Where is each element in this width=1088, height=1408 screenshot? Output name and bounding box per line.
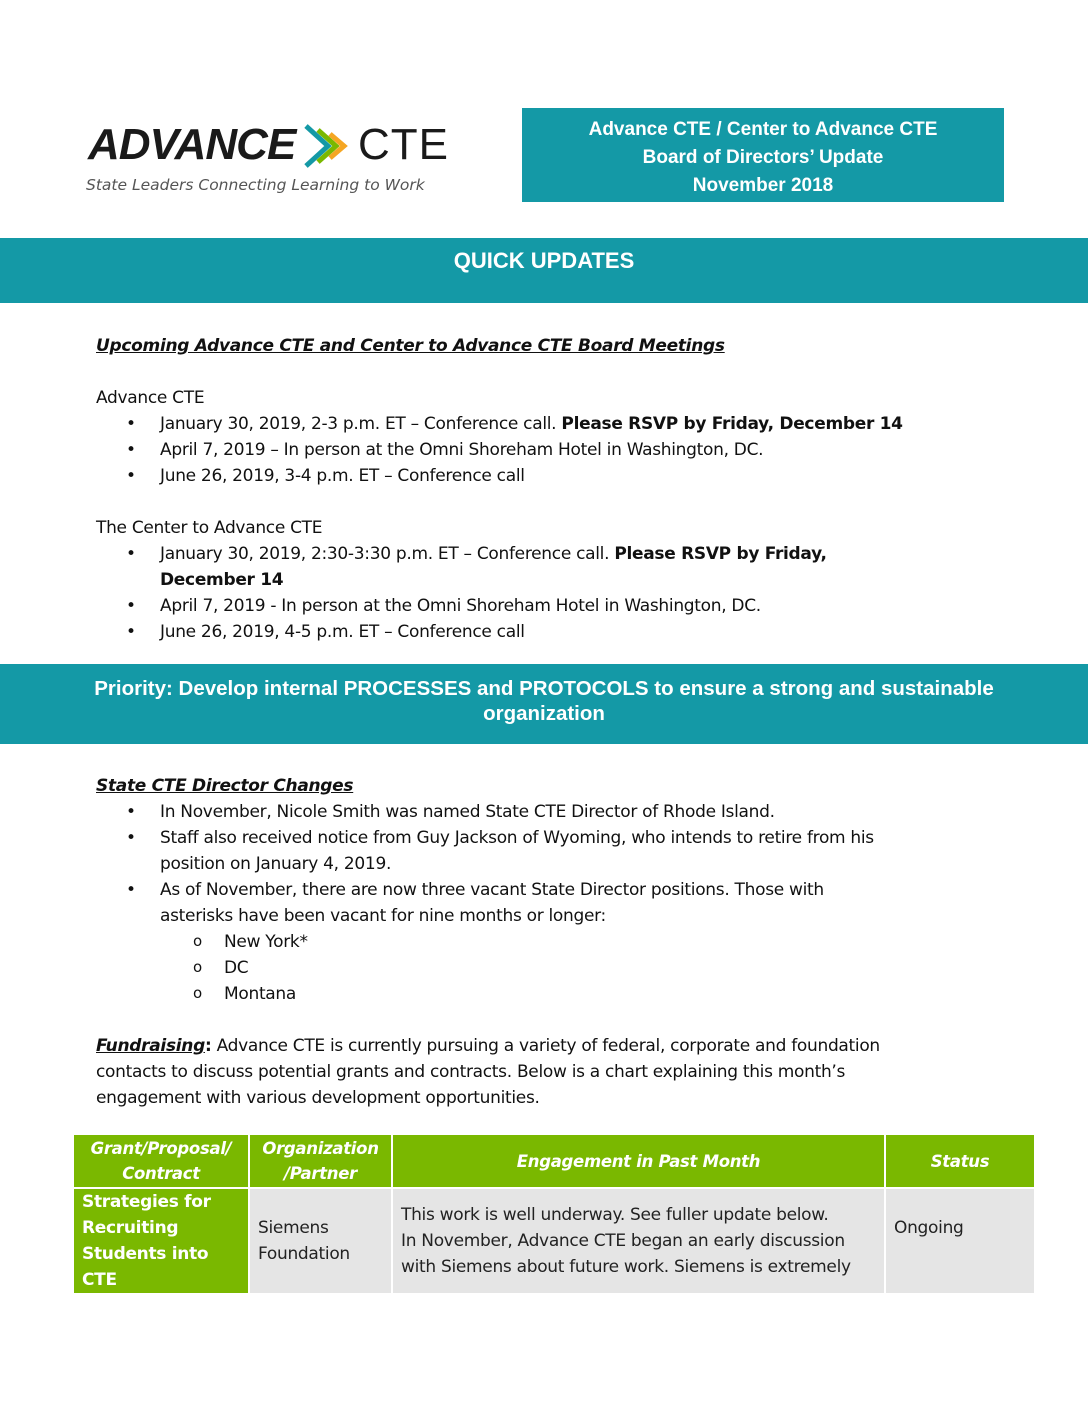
header-line: /Partner	[284, 1164, 357, 1183]
priority-banner-line1: Priority: Develop internal PROCESSES and PROTOCOLS to ensure a strong and sustainable	[94, 677, 994, 700]
table-header-row	[73, 1134, 1035, 1188]
logo-word-advance: ADVANCE	[88, 120, 296, 169]
logo-tagline: State Leaders Connecting Learning to Work	[86, 176, 425, 194]
table-row	[73, 1188, 1035, 1294]
status-cell: Ongoing	[885, 1188, 1035, 1294]
header-line: Grant/Proposal/	[90, 1139, 232, 1158]
report-title-line1: Advance CTE / Center to Advance CTE	[588, 119, 938, 140]
fundraising-text: Advance CTE is currently pursuing a variety of federal, corporate and foundation	[211, 1036, 880, 1056]
cell-line: with Siemens about future work. Siemens is extremely	[401, 1257, 851, 1277]
grant-cell	[73, 1188, 249, 1294]
list-item	[126, 411, 903, 437]
state-item: o DC	[190, 955, 308, 981]
list-item-line: asterisks have been vacant for nine months or longer:	[160, 906, 606, 926]
meeting-text: January 30, 2019, 2:30-3:30 p.m. ET – Conference call.	[160, 544, 615, 564]
cell-line: Foundation	[258, 1244, 350, 1264]
list-item: • April 7, 2019 – In person at the Omni Shoreham Hotel in Washington, DC.	[126, 437, 903, 463]
logo-chevron-icon	[302, 120, 358, 172]
board-meetings-heading: Upcoming Advance CTE and Center to Advance CTE Board Meetings	[96, 336, 725, 356]
director-changes-list	[126, 799, 874, 929]
logo-word-cte: CTE	[358, 120, 449, 169]
rsvp-note: Please RSVP by Friday,	[614, 544, 827, 564]
cell-line: Students into	[82, 1244, 209, 1264]
rsvp-note-cont: December 14	[160, 570, 284, 590]
list-item	[126, 825, 874, 877]
state-item: o New York*	[190, 929, 308, 955]
list-item-line: Staff also received notice from Guy Jackson of Wyoming, who intends to retire from his	[160, 828, 874, 848]
fundraising-colon: :	[204, 1036, 212, 1056]
director-changes-heading: State CTE Director Changes	[96, 776, 354, 796]
advance-cte-label: Advance CTE	[96, 388, 205, 408]
list-item	[126, 541, 827, 593]
cell-line: This work is well underway. See fuller update below.	[401, 1205, 829, 1225]
fundraising-paragraph	[96, 1033, 880, 1111]
list-item: • April 7, 2019 - In person at the Omni Shoreham Hotel in Washington, DC.	[126, 593, 827, 619]
list-item	[126, 877, 874, 929]
vacant-states-list	[190, 929, 308, 1007]
col-header-organization	[249, 1134, 392, 1188]
header-line: Contract	[122, 1164, 200, 1183]
cell-line: Recruiting	[82, 1218, 179, 1238]
col-header-grant	[73, 1134, 249, 1188]
meeting-text: January 30, 2019, 2-3 p.m. ET – Conference call.	[160, 414, 562, 434]
cell-line: In November, Advance CTE began an early discussion	[401, 1231, 845, 1251]
list-item: • In November, Nicole Smith was named State CTE Director of Rhode Island.	[126, 799, 874, 825]
grants-table	[72, 1133, 1036, 1295]
state-item: o Montana	[190, 981, 308, 1007]
fundraising-line	[96, 1033, 880, 1059]
cell-line: Siemens	[258, 1218, 329, 1238]
quick-updates-banner: QUICK UPDATES	[0, 238, 1088, 303]
list-item: • June 26, 2019, 3-4 p.m. ET – Conference call	[126, 463, 903, 489]
rsvp-note: Please RSVP by Friday, December 14	[561, 414, 903, 434]
fundraising-heading: Fundraising	[96, 1036, 205, 1056]
cell-line: Strategies for	[82, 1192, 211, 1212]
center-label: The Center to Advance CTE	[96, 518, 323, 538]
cell-line: CTE	[82, 1270, 117, 1290]
report-title-box	[522, 108, 1004, 202]
col-header-status: Status	[885, 1134, 1035, 1188]
header-line: Organization	[262, 1139, 379, 1158]
list-item-line: position on January 4, 2019.	[160, 854, 392, 874]
priority-banner-line2: organization	[483, 702, 605, 725]
organization-cell	[249, 1188, 392, 1294]
fundraising-line: engagement with various development opportunities.	[96, 1088, 540, 1108]
fundraising-line: contacts to discuss potential grants and contracts. Below is a chart explaining this month’s	[96, 1062, 846, 1082]
list-item: • June 26, 2019, 4-5 p.m. ET – Conference call	[126, 619, 827, 645]
report-title-line2: Board of Directors’ Update	[642, 147, 884, 168]
col-header-engagement: Engagement in Past Month	[392, 1134, 885, 1188]
report-title-line3: November 2018	[692, 175, 834, 196]
advance-cte-logo	[86, 116, 449, 202]
advance-cte-meetings-list	[126, 411, 903, 489]
list-item-line: As of November, there are now three vacant State Director positions. Those with	[160, 880, 824, 900]
priority-banner	[0, 664, 1088, 744]
center-meetings-list	[126, 541, 827, 645]
engagement-cell	[392, 1188, 885, 1294]
